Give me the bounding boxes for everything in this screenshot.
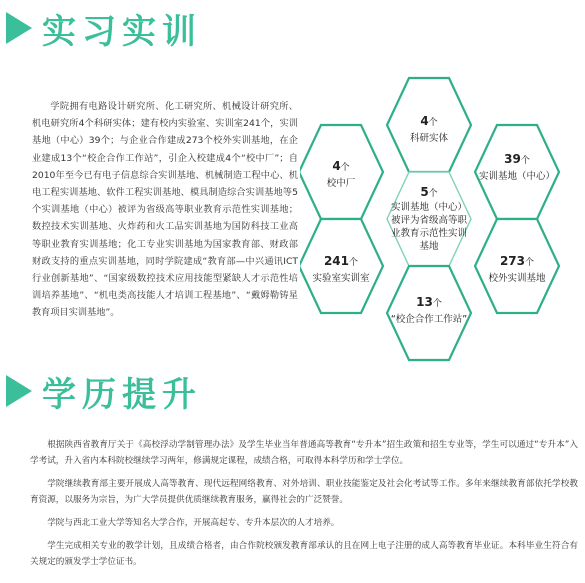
play-arrow-icon [6,375,32,407]
hex-label-school-factory: 4个 校中厂 [326,159,356,189]
education-paragraph: 根据陕西省教育厅关于《高校浮动学制管理办法》及学生毕业当年普通高等教育“专升本”招生政策和招生专业等，学生可以通过“专升本”入学考试，升入省内本科院校继续学习两年，修满规定课程，成绩合格，可取得本科学历和学士学位。 [30,440,578,466]
section-title: 学历提升 [42,374,202,415]
education-paragraph: 学院继续教育部主要开展成人高等教育、现代远程网络教育、对外培训、职业技能鉴定及社会化考试等工作。多年来继续教育部依托学校教育资源，以服务为宗旨，为广大学员提供优质继续教育服务，赢得社会的广泛赞誉。 [30,479,578,505]
hex-label-provincial: 5个 实训基地（中心）被评为省级高等职业教育示范性实训基地 [390,185,467,252]
section-title: 实习实训 [42,11,202,52]
education-paragraph: 学生完成相关专业的教学计划，且成绩合格者，由合作院校颁发教育部承认的且在网上电子注册的成人高等教育毕业证。本科毕业生符合有关规定的颁发学士学位证书。 [30,541,578,567]
section-heading-internship [6,8,202,52]
section-heading-education [6,371,202,415]
play-arrow-icon [6,12,32,44]
hex-label-workstations: 13个 “校企合作工作站” [390,295,468,325]
hex-label-training-bases: 39个 实训基地（中心） [478,152,555,182]
internship-paragraph: 学院拥有电路设计研究所、化工研究所、机械设计研究所、机电研究所4个科研实体；建有校内实验室、实训室241个，实训基地（中心）39个；与企业合作建成273个校外实训基地，在企业建成13个“校企合作工作站”，引企入校建成4个“校中厂”；自2010年至今已有电子信息综合实训基地、机械制造工程中心、机电工程实训基地、软件工程实训基地、模具制造综合实训基地等5个实训基地（中心）被评为省级高等职业教育示范性实训基地；数控技术实训基地、火炸药和火工品实训基地为国防科技工业高等职业教育实训基地；化工专业实训基地为国家教育部、财政部财政支持的重点实训基地，同时学院建成“教育部—中兴通讯ICT行业创新基地”、“国家级数控技术应用技能型紧缺人才示范性培训培养基地”、“机电类高技能人才培训工程基地”、“戴姆勒铸星教育项目实训基地”。 [32,101,298,319]
education-text-block [30,437,578,577]
hex-label-research: 4个 科研实体 [409,114,448,144]
education-paragraph: 学院与西北工业大学等知名大学合作，开展高起专、专升本层次的人才培养。 [47,518,340,528]
hex-label-labs: 241个 实验室实训室 [312,254,370,284]
hex-label-external: 273个 校外实训基地 [488,254,546,284]
